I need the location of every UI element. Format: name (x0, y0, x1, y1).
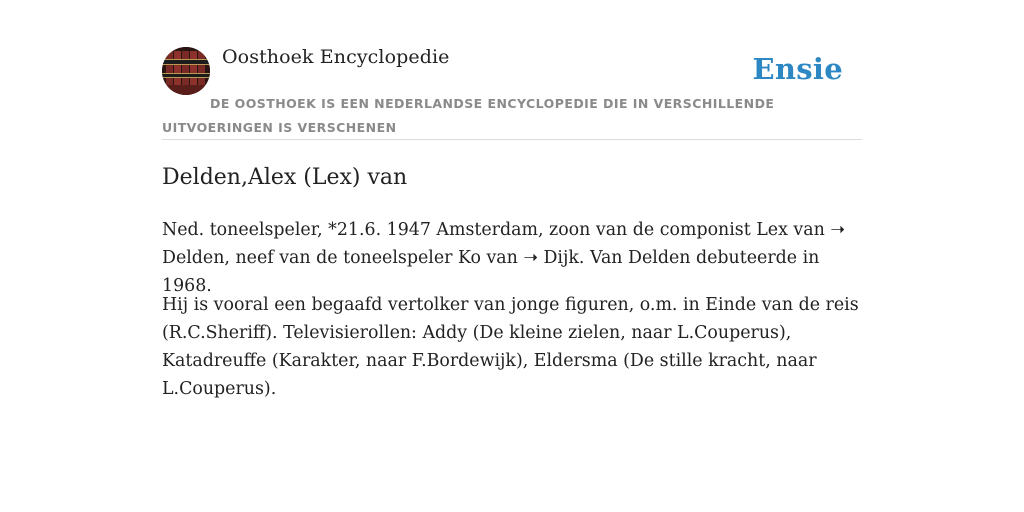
encyclopedia-books-icon[interactable] (162, 47, 210, 95)
article-paragraph: Hij is vooral een begaafd vertolker van jonge figuren, o.m. in Einde van de reis (R.C.Sheriff). Televisierollen: Addy (De kleine zielen, naar L.Couperus), Katadreuffe (Karakter, naar F.Bordewijk), Eldersma (De stille kracht, naar L.Couperus). (162, 295, 859, 399)
article-paragraph: Ned. toneelspeler, *21.6. 1947 Amsterdam, zoon van de componist Lex van ➝ Delden, neef van de toneelspeler Ko van ➝ Dijk. Van Delden debuteerde in 1968. (162, 220, 845, 296)
article-title: Delden,Alex (Lex) van (162, 165, 408, 190)
brand-logo[interactable]: Ensie (752, 52, 843, 86)
site-tagline: DE OOSTHOEK IS EEN NEDERLANDSE ENCYCLOPEDIE DIE IN VERSCHILLENDE UITVOERINGEN IS VERSCHENEN (162, 96, 775, 135)
site-title[interactable]: Oosthoek Encyclopedie (222, 46, 450, 68)
site-header (162, 0, 862, 140)
content-container (162, 0, 862, 399)
